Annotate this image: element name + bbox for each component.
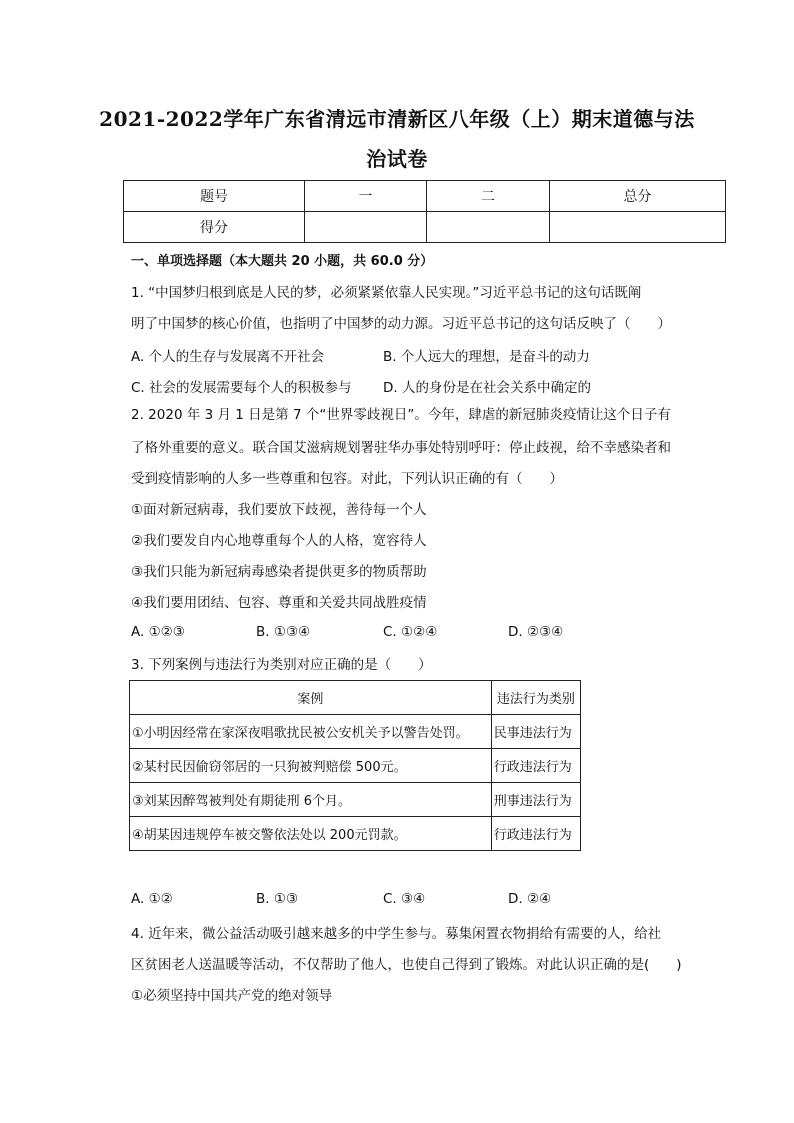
score-cell (305, 212, 427, 243)
score-cell (550, 212, 726, 243)
score-header-cell: 题号 (124, 181, 305, 212)
question-2-statement-2: ②我们要发自内心地尊重每个人的人格，宽容待人 (131, 533, 427, 549)
question-3-option-b: B. ①③ (256, 891, 299, 907)
case-cell: ①小明因经常在家深夜唱歌扰民被公安机关予以警告处罚。 (130, 715, 492, 749)
score-header-cell: 二 (427, 181, 550, 212)
category-cell: 刑事违法行为 (491, 783, 580, 817)
case-table-row (130, 783, 581, 817)
question-1-option-b: B. 个人远大的理想，是奋斗的动力 (383, 349, 590, 365)
score-table-header-row (124, 181, 726, 212)
question-1-option-d: D. 人的身份是在社会关系中确定的 (383, 380, 591, 396)
case-table-row (130, 817, 581, 851)
case-cell: ④胡某因违规停车被交警依法处以 200元罚款。 (130, 817, 492, 851)
exam-title-continued: 治试卷 (366, 147, 428, 171)
question-3-option-d: D. ②④ (508, 891, 552, 907)
question-2-option-d: D. ②③④ (508, 624, 564, 640)
question-4-statement-1: ①必须坚持中国共产党的绝对领导 (131, 988, 333, 1004)
score-table-score-row (124, 212, 726, 243)
question-3-stem: 3. 下列案例与违法行为类别对应正确的是（ ） (131, 657, 432, 673)
question-1-option-c: C. 社会的发展需要每个人的积极参与 (131, 380, 352, 396)
question-2-statement-3: ③我们只能为新冠病毒感染者提供更多的物质帮助 (131, 564, 427, 580)
question-3-option-a: A. ①② (131, 891, 173, 907)
score-row-label: 得分 (124, 212, 305, 243)
score-header-cell: 总分 (550, 181, 726, 212)
exam-title: 2021-2022学年广东省清远市清新区八年级（上）期末道德与法 (99, 107, 695, 131)
category-cell: 行政违法行为 (491, 817, 580, 851)
score-cell (427, 212, 550, 243)
category-cell: 民事违法行为 (491, 715, 580, 749)
case-table-row (130, 749, 581, 783)
question-3-option-c: C. ③④ (383, 891, 426, 907)
case-table-row (130, 715, 581, 749)
question-2-option-a: A. ①②③ (131, 624, 185, 640)
question-1-stem: 1. “中国梦归根到底是人民的梦，必须紧紧依靠人民实现。”习近平总书记的这句话既阐 (131, 285, 642, 301)
case-table (129, 680, 581, 851)
question-4-stem: 4. 近年来，微公益活动吸引越来越多的中学生参与。募集闲置衣物捐给有需要的人，给社 (131, 926, 662, 942)
question-2-statement-4: ④我们要用团结、包容、尊重和关爱共同战胜疫情 (131, 595, 427, 611)
question-1-stem-continued: 明了中国梦的核心价值，也指明了中国梦的动力源。习近平总书记的这句话反映了（ ） (131, 316, 671, 332)
question-4-stem-continued: 区贫困老人送温暖等活动，不仅帮助了他人，也使自己得到了锻炼。对此认识正确的是( ) (131, 957, 682, 973)
case-cell: ②某村民因偷窃邻居的一只狗被判赔偿 500元。 (130, 749, 492, 783)
question-2-option-b: B. ①③④ (256, 624, 311, 640)
score-header-cell: 一 (305, 181, 427, 212)
question-2-statement-1: ①面对新冠病毒，我们要放下歧视，善待每一个人 (131, 502, 427, 518)
question-2-stem-continued: 了格外重要的意义。联合国艾滋病规划署驻华办事处特别呼吁：停止歧视，给不幸感染者和 (131, 440, 671, 456)
question-1-option-a: A. 个人的生存与发展离不开社会 (131, 349, 325, 365)
question-2-option-c: C. ①②④ (383, 624, 438, 640)
score-table (123, 180, 726, 243)
case-cell: ③刘某因醉驾被判处有期徒刑 6个月。 (130, 783, 492, 817)
section-heading: 一、单项选择题（本大题共 20 小题，共 60.0 分） (131, 254, 434, 269)
case-table-header-row (130, 681, 581, 715)
category-cell: 行政违法行为 (491, 749, 580, 783)
question-2-stem-continued: 受到疫情影响的人多一些尊重和包容。对此，下列认识正确的有（ ） (131, 471, 563, 487)
question-2-stem: 2. 2020 年 3 月 1 日是第 7 个“世界零歧视日”。今年，肆虐的新冠肺炎疫情让这个日子有 (131, 407, 671, 423)
case-header-cell: 违法行为类别 (491, 681, 580, 715)
case-header-cell: 案例 (130, 681, 492, 715)
